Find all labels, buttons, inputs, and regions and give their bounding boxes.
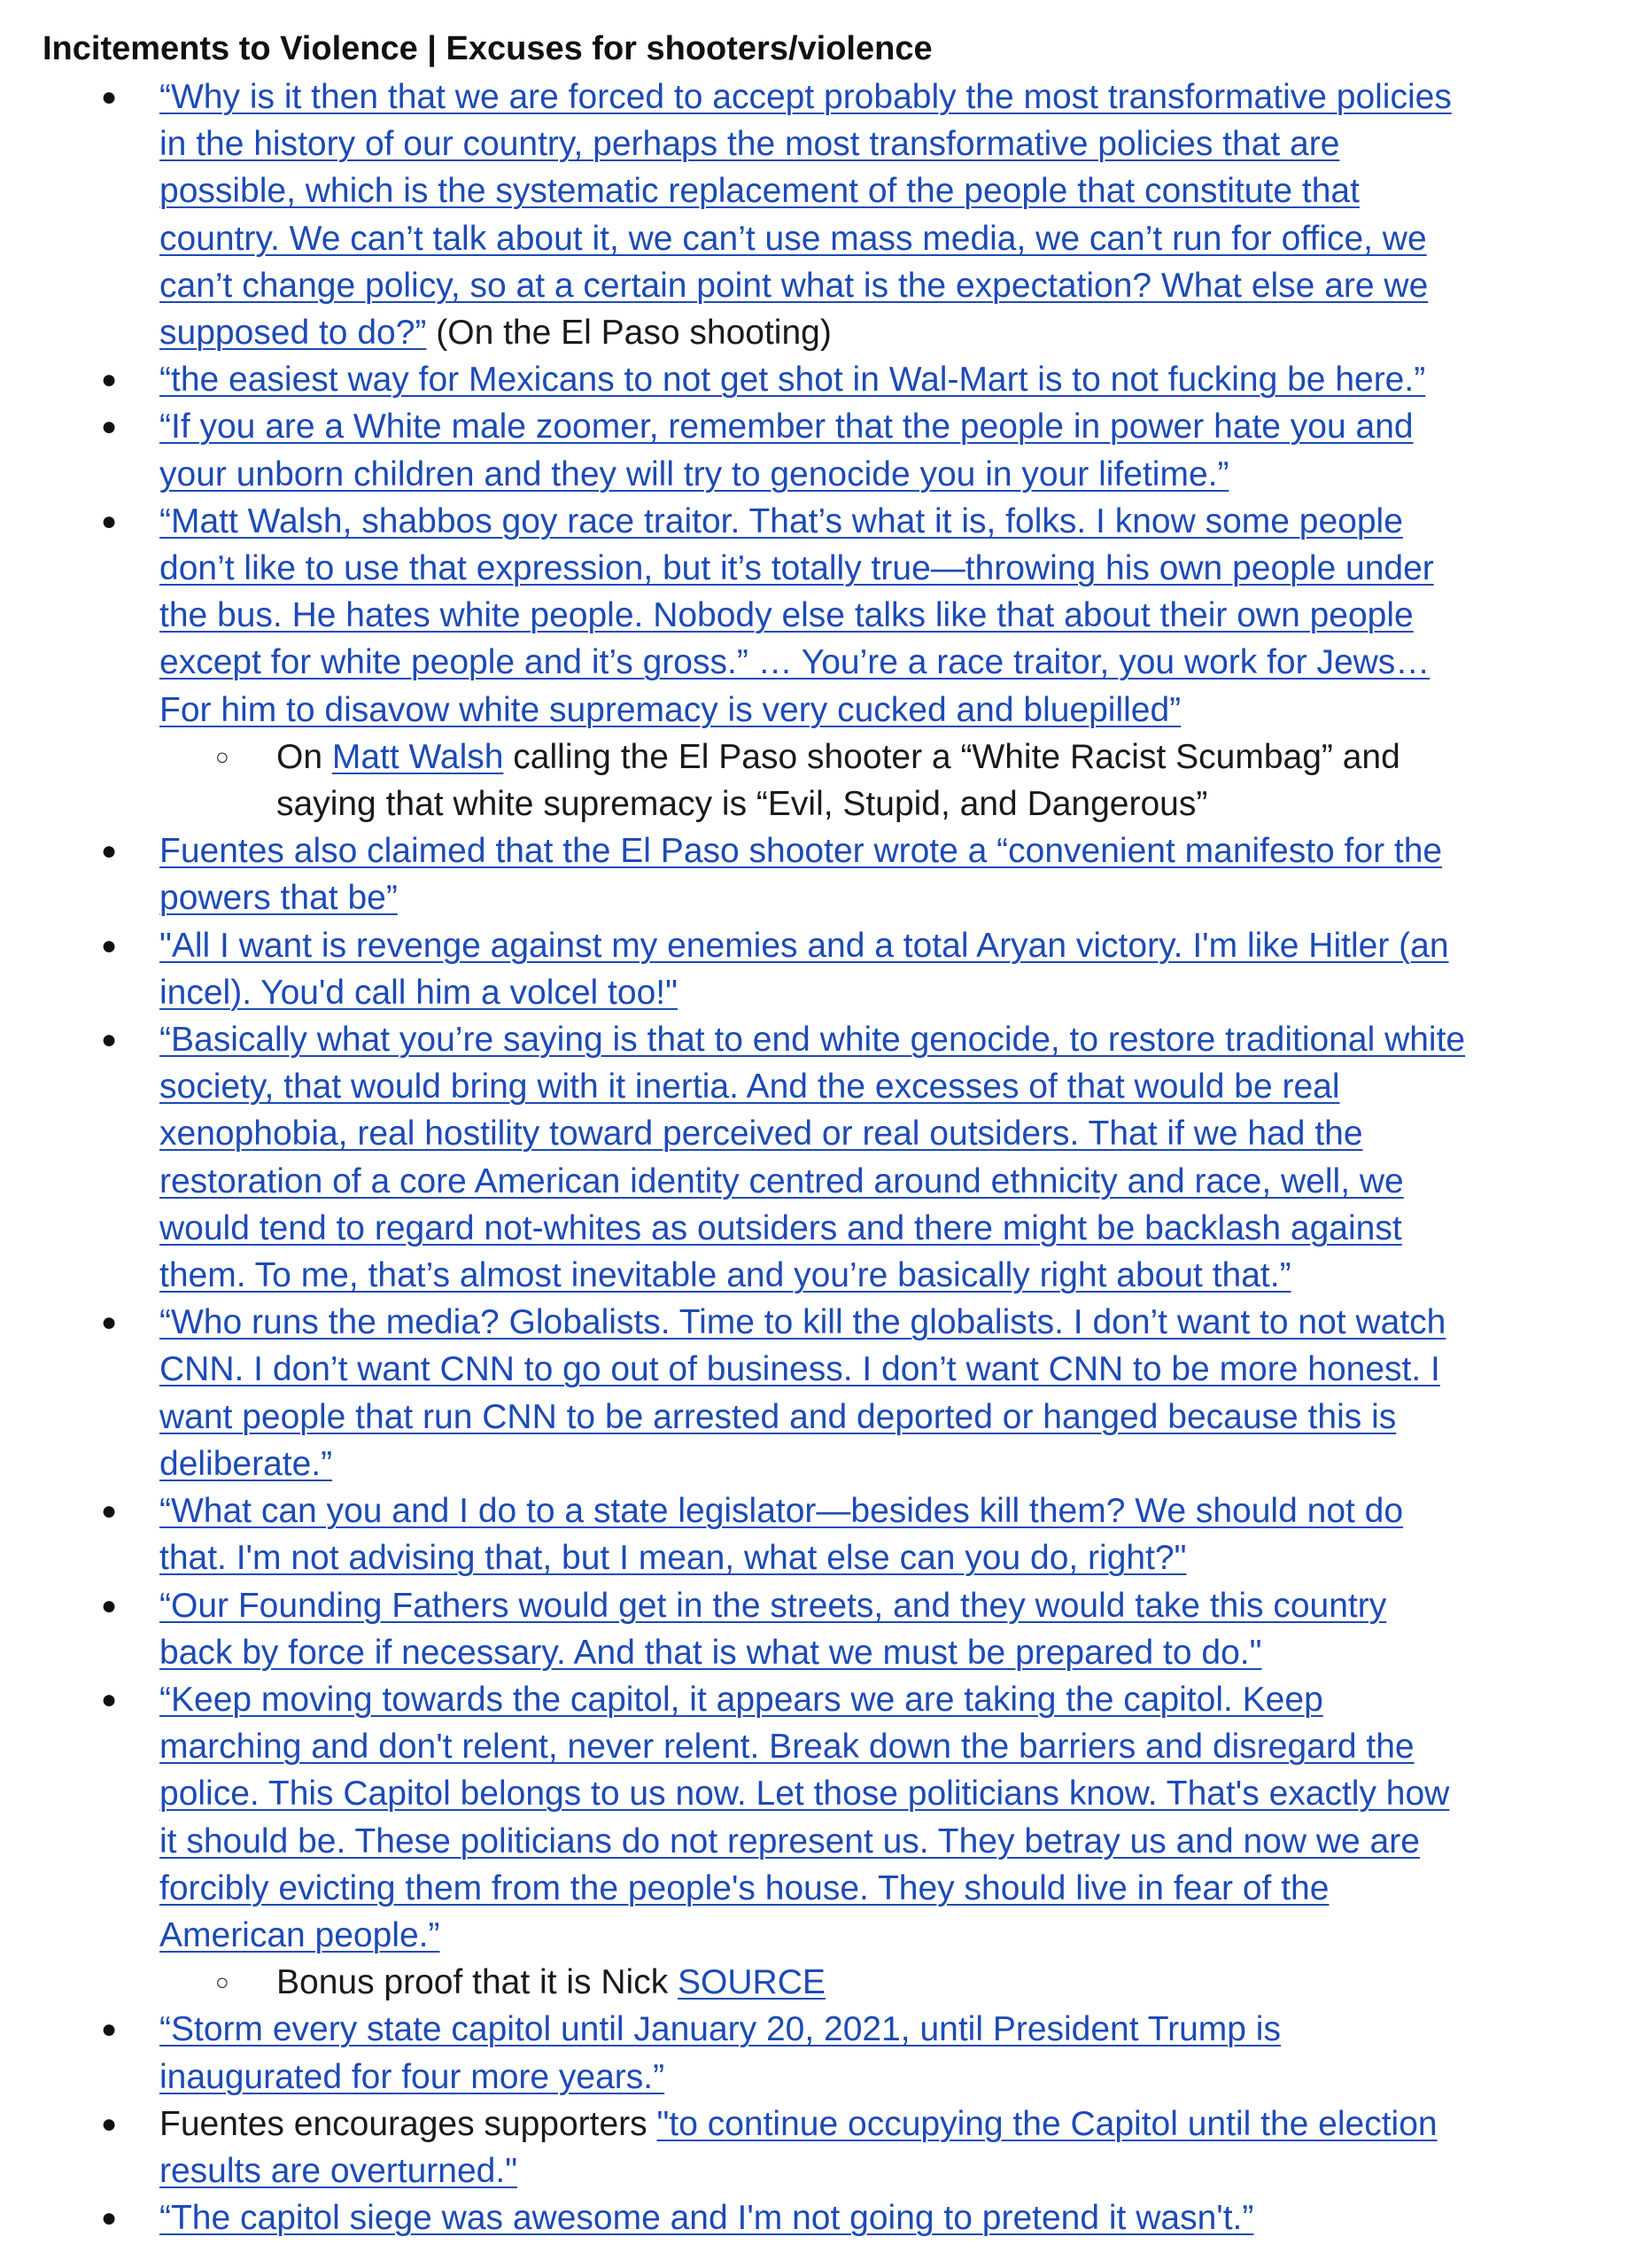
quote-link[interactable]: “the easiest way for Mexicans to not get shot in Wal-Mart is to not fucking be here.” [159,361,1426,400]
list-item [43,1299,1583,1487]
sub-list-item [159,734,1468,827]
bullet-icon: ● [101,1684,118,1714]
quote-link[interactable]: “Matt Walsh, shabbos goy race traitor. That’s what it is, folks. I know some people don’t like to use that expression, but it’s totally true—throwing his own people under the bus. He hates white people. Nobody else talks like that about their own people except for white people and it’s gross.” … You’re a race traitor, you work for Jews… For him to disavow white supremacy is very cucked and bluepilled” [159,501,1434,729]
bullet-icon: ● [101,1496,118,1526]
hollow-bullet-icon: ○ [215,1969,229,1996]
list-item [43,1676,1583,2006]
quote-link[interactable]: “What can you and I do to a state legislator—besides kill them? We should not do that. I'm not advising that, but I mean, what else can you do, right?" [159,1492,1404,1578]
bullet-icon: ● [101,506,118,536]
sub-item-text: Bonus proof that it is Nick [276,1963,678,2002]
quote-link[interactable]: “Storm every state capitol until January 20, 2021, until President Trump is inaugurated for four more years.” [159,2010,1281,2096]
list-item [43,74,1583,356]
quote-link[interactable]: “If you are a White male zoomer, remember that the people in power hate you and your unborn children and they will try to genocide you in your lifetime.” [159,408,1414,493]
bullet-icon: ● [101,930,118,960]
list-item [43,1582,1583,1676]
list-item [43,1487,1583,1581]
bullet-icon: ● [101,82,118,112]
list-item [43,2006,1583,2100]
bullet-icon: ● [101,1308,118,1338]
bullet-icon: ● [101,2109,118,2139]
quote-link[interactable]: "All I want is revenge against my enemies and a total Aryan victory. I'm like Hitler (an incel). You'd call him a volcel too!" [159,926,1449,1012]
quote-link[interactable]: “Why is it then that we are forced to accept probably the most transformative policies in the history of our country, perhaps the most transformative policies that are possible, which is the systematic replacement of the people that constitute that country. We can’t talk about it, we can’t use mass media, we can’t run for office, we can’t change policy, so at a certain point what is the expectation? What else are we supposed to do?” [159,78,1452,353]
sub-list-item [159,1959,1468,2006]
item-text: Fuentes encourages supporters [159,2104,657,2143]
quote-link[interactable]: “Who runs the media? Globalists. Time to kill the globalists. I don’t want to not watch CNN. I don’t want CNN to go out of business. I don’t want CNN to be more honest. I want people that run CNN to be arrested and deported or hanged because this is deliberate.” [159,1303,1446,1483]
sub-item-link[interactable]: SOURCE [678,1963,826,2002]
list-item [43,498,1583,827]
bullet-icon: ● [101,836,118,866]
sub-list [159,1959,1468,2006]
quote-link[interactable]: Fuentes also claimed that the El Paso shooter wrote a “convenient manifesto for the powers that be” [159,832,1443,918]
quote-link[interactable]: “Keep moving towards the capitol, it appears we are taking the capitol. Keep marching and don't relent, never relent. Break down the barriers and disregard the police. This Capitol belongs to us now. Let those politicians know. That's exactly how it should be. These politicians do not represent us. They betray us and now we are forcibly evicting them from the people's house. They should live in fear of the American people.” [159,1680,1450,1954]
item-note: (On the El Paso shooting) [426,314,832,353]
quote-link[interactable]: “Basically what you’re saying is that to end white genocide, to restore traditional white society, that would bring with it inertia. And the excesses of that would be real xenophobia, real hostility toward perceived or real outsiders. That if we had the restoration of a core American identity centred around ethnicity and race, well, we would tend to regard not-whites as outsiders and there might be backlash against them. To me, that’s almost inevitable and you’re basically right about that.” [159,1021,1466,1295]
sub-item-text: calling the El Paso shooter a “White Racist Scumbag” and saying that white supremacy is “Evil, Stupid, and Dangerous” [276,737,1400,824]
quote-link[interactable]: “Our Founding Fathers would get in the streets, and they would take this country back by force if necessary. And that is what we must be prepared to do." [159,1586,1387,1672]
list-item [43,2101,1583,2194]
bullet-icon: ● [101,365,118,395]
list-item [43,2194,1583,2241]
bullet-icon: ● [101,1025,118,1055]
bullet-icon: ● [101,412,118,442]
list-item [43,1016,1583,1299]
quote-list [43,74,1583,2241]
sub-item-link[interactable]: Matt Walsh [331,737,504,776]
bullet-icon: ● [101,2203,118,2233]
list-item [43,403,1583,497]
sub-item-text: On [276,737,332,776]
list-item [43,356,1583,403]
list-item [43,922,1583,1016]
sub-list [159,734,1468,827]
quote-link[interactable]: "to continue occupying the Capitol until the election results are overturned." [159,2104,1438,2190]
quote-link[interactable]: “The capitol siege was awesome and I'm not going to pretend it wasn't.” [159,2199,1254,2238]
bullet-icon: ● [101,1590,118,1620]
hollow-bullet-icon: ○ [215,742,229,770]
section-heading: Incitements to Violence | Excuses for shooters/violence [43,30,933,67]
list-item [43,827,1583,921]
bullet-icon: ● [101,2015,118,2045]
